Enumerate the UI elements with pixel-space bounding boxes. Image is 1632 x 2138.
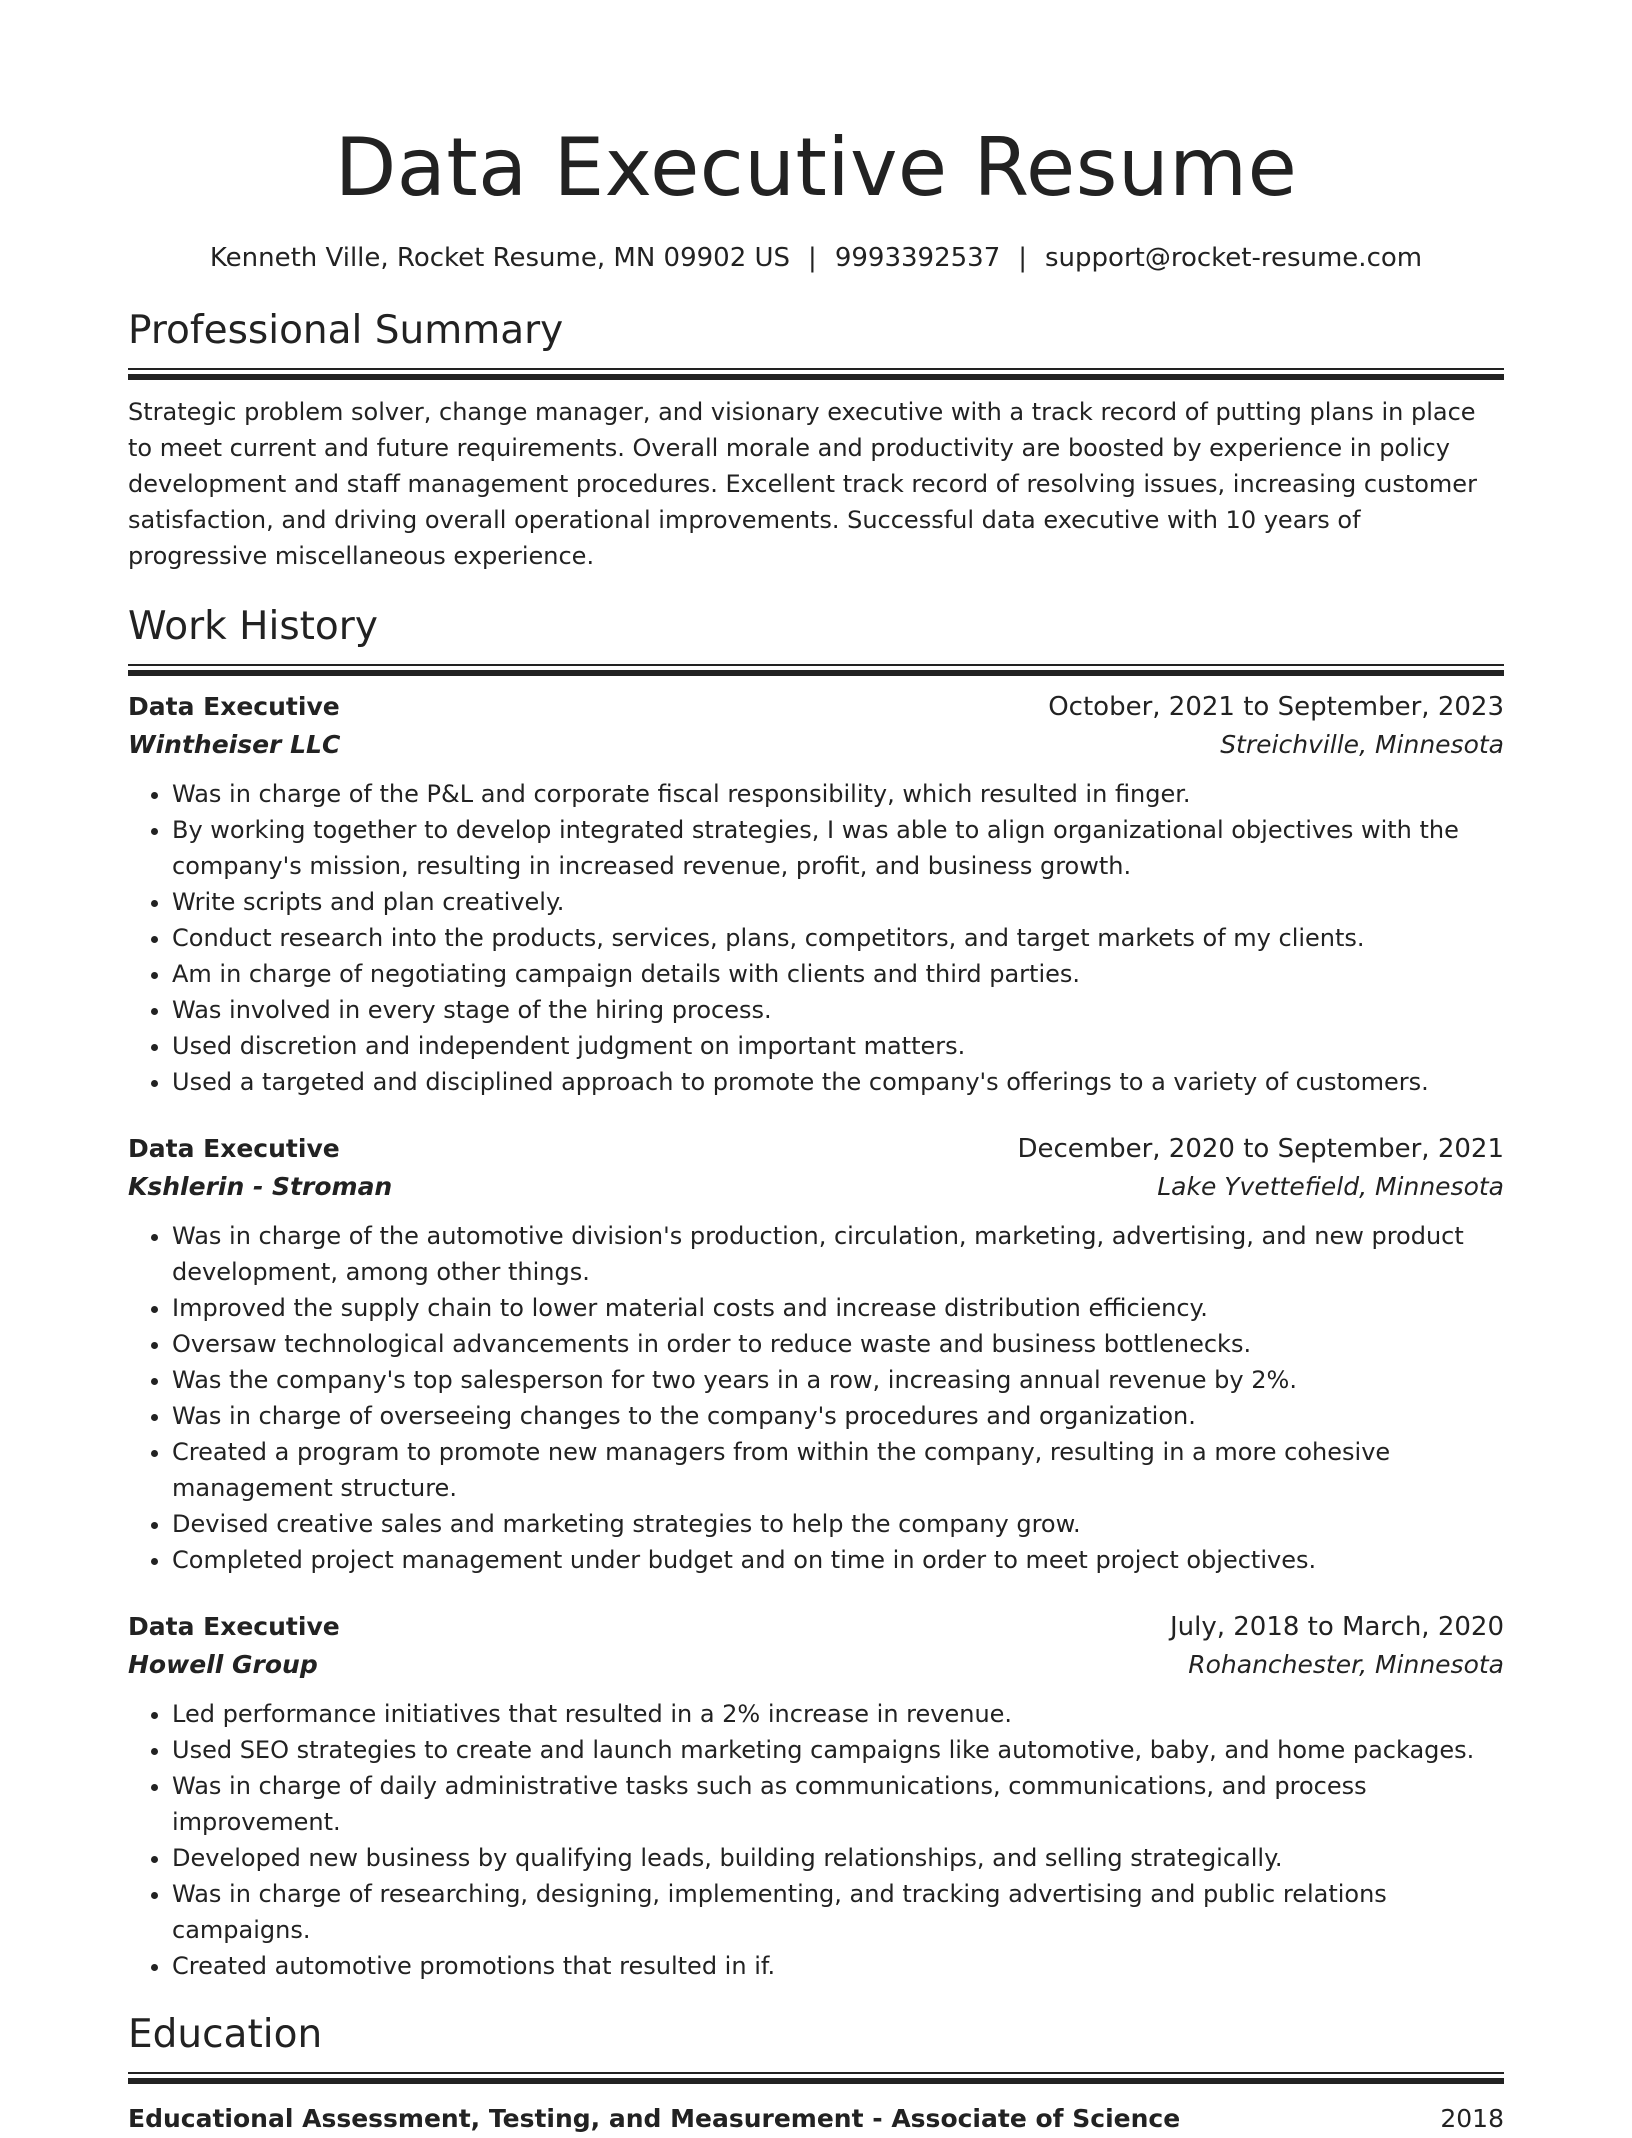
job-bullet: • Created automotive promotions that resulted in if. [172, 1948, 1504, 1984]
job-header-row [128, 1608, 1504, 1646]
job-bullet: • Was the company's top salesperson for two years in a row, increasing annual revenue by 2%. [172, 1362, 1504, 1398]
job-dates: July, 2018 to March, 2020 [1169, 1612, 1504, 1642]
job-entry [128, 688, 1504, 1100]
job-bullet: • Was in charge of researching, designing, implementing, and tracking advertising and public relations campaigns. [172, 1876, 1504, 1948]
education-year: 2018 [1440, 2104, 1504, 2133]
job-company: Kshlerin - Stroman [128, 1172, 393, 1201]
contact-line [128, 240, 1504, 276]
contact-separator: | [1018, 243, 1027, 273]
job-bullet: • Was in charge of the P&L and corporate fiscal responsibility, which resulted in finger. [172, 776, 1504, 812]
job-bullet: • Was in charge of overseeing changes to the company's procedures and organization. [172, 1398, 1504, 1434]
job-bullet: • Improved the supply chain to lower material costs and increase distribution efficiency. [172, 1290, 1504, 1326]
job-bullet: • Led performance initiatives that resulted in a 2% increase in revenue. [172, 1696, 1504, 1732]
job-bullet: • Used a targeted and disciplined approach to promote the company's offerings to a variety of customers. [172, 1064, 1504, 1100]
job-bullet: • Created a program to promote new managers from within the company, resulting in a more cohesive management structure. [172, 1434, 1504, 1506]
job-title: Data Executive [128, 1612, 340, 1641]
job-dates: October, 2021 to September, 2023 [1048, 692, 1504, 722]
job-bullet: • Used SEO strategies to create and launch marketing campaigns like automotive, baby, and home packages. [172, 1732, 1504, 1768]
job-bullet: • Completed project management under budget and on time in order to meet project objectives. [172, 1542, 1504, 1578]
education-degree: Educational Assessment, Testing, and Measurement - Associate of Science [128, 2104, 1181, 2133]
job-location: Streichville, Minnesota [1220, 730, 1504, 759]
job-location: Lake Yvettefield, Minnesota [1157, 1172, 1504, 1201]
job-company-row [128, 1646, 1504, 1684]
job-bullets [128, 1696, 1504, 1984]
job-title: Data Executive [128, 1134, 340, 1163]
contact-email: support@rocket-resume.com [1045, 243, 1423, 273]
summary-section [128, 306, 1504, 574]
job-bullets [128, 776, 1504, 1100]
job-bullet: • Was in charge of the automotive division's production, circulation, marketing, advertising, and new product development, among other things. [172, 1218, 1504, 1290]
job-title: Data Executive [128, 692, 340, 721]
job-bullet: • Was in charge of daily administrative tasks such as communications, communications, and process improvement. [172, 1768, 1504, 1840]
section-divider [128, 664, 1504, 676]
job-bullet: • Developed new business by qualifying leads, building relationships, and selling strategically. [172, 1840, 1504, 1876]
job-bullet: • Used discretion and independent judgment on important matters. [172, 1028, 1504, 1064]
job-bullets [128, 1218, 1504, 1578]
job-bullet: • Am in charge of negotiating campaign details with clients and third parties. [172, 956, 1504, 992]
contact-phone: 9993392537 [834, 243, 1001, 273]
job-entry [128, 1608, 1504, 1984]
job-company-row [128, 1168, 1504, 1206]
education-heading: Education [128, 2012, 323, 2057]
job-bullet: • Conduct research into the products, services, plans, competitors, and target markets of my clients. [172, 920, 1504, 956]
work-history-heading: Work History [128, 604, 378, 649]
job-bullet: • Write scripts and plan creatively. [172, 884, 1504, 920]
section-divider [128, 2072, 1504, 2084]
section-divider [128, 368, 1504, 380]
job-header-row [128, 688, 1504, 726]
job-entry [128, 1130, 1504, 1578]
job-company: Howell Group [128, 1650, 318, 1679]
resume-title: Data Executive Resume [334, 121, 1298, 214]
job-dates: December, 2020 to September, 2021 [1017, 1134, 1504, 1164]
summary-text: Strategic problem solver, change manager, and visionary executive with a track record of putting plans in place to meet current and future requirements. Overall morale and productivity are boosted by experience in policy development and staff management procedures. Excellent track record of resolving issues, increasing customer satisfaction, and driving overall operational improvements. Successful data executive with 10 years of progressive miscellaneous experience. [128, 398, 1477, 570]
contact-address: Kenneth Ville, Rocket Resume, MN 09902 US [209, 243, 791, 273]
contact-separator: | [808, 243, 817, 273]
job-company-row [128, 726, 1504, 764]
job-bullet: • By working together to develop integrated strategies, I was able to align organizational objectives with the company's mission, resulting in increased revenue, profit, and business growth. [172, 812, 1504, 884]
education-section [128, 2010, 1504, 2138]
education-row [128, 2100, 1504, 2138]
job-bullet: • Devised creative sales and marketing strategies to help the company grow. [172, 1506, 1504, 1542]
job-header-row [128, 1130, 1504, 1168]
work-history-section [128, 602, 1504, 1984]
job-location: Rohanchester, Minnesota [1188, 1650, 1504, 1679]
job-company: Wintheiser LLC [128, 730, 341, 759]
job-bullet: • Oversaw technological advancements in order to reduce waste and business bottlenecks. [172, 1326, 1504, 1362]
summary-heading: Professional Summary [128, 308, 564, 353]
job-bullet: • Was involved in every stage of the hiring process. [172, 992, 1504, 1028]
